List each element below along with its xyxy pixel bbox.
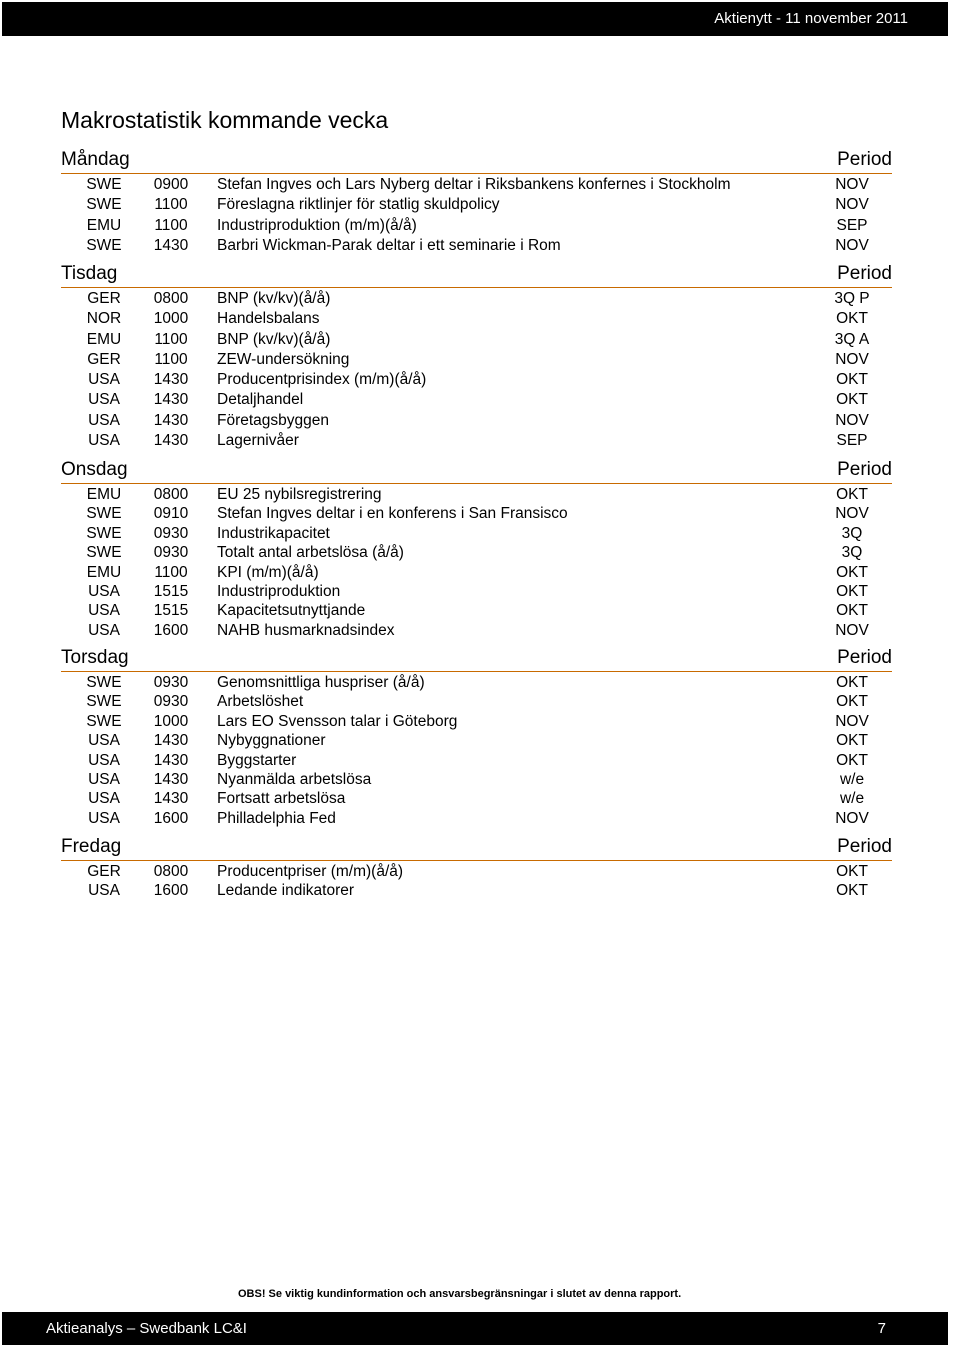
period-cell: OKT	[836, 674, 868, 691]
time-cell: 0910	[153, 505, 189, 523]
table-row	[61, 329, 892, 349]
event-cell: Nyanmälda arbetslösa	[217, 770, 372, 788]
event-cell: Lagernivåer	[217, 432, 299, 450]
event-cell: Byggstarter	[217, 751, 297, 769]
period-cell: OKT	[836, 863, 868, 880]
table-row	[61, 288, 892, 308]
day-header	[61, 146, 892, 174]
time-cell: 0900	[153, 176, 189, 193]
day-header	[61, 456, 892, 484]
day-name: Tisdag	[61, 263, 118, 284]
country-cell: USA	[88, 432, 120, 450]
table-row	[61, 389, 892, 409]
day-name: Torsdag	[61, 647, 129, 668]
table-row	[61, 194, 892, 214]
time-cell: 1430	[153, 371, 189, 389]
table-row	[61, 711, 892, 730]
table-row	[61, 600, 892, 619]
country-cell: USA	[88, 882, 120, 900]
period-cell: OKT	[836, 486, 868, 503]
table-row	[61, 484, 892, 503]
country-cell: USA	[88, 411, 120, 429]
period-cell: OKT	[836, 751, 868, 769]
country-cell: GER	[87, 290, 121, 307]
time-cell: 1515	[153, 582, 189, 600]
period-column-label: Period	[837, 647, 892, 668]
period-cell: 3Q P	[834, 290, 870, 307]
event-cell: Genomsnittliga huspriser (å/å)	[217, 674, 425, 691]
period-cell: OKT	[836, 582, 868, 600]
country-cell: GER	[87, 350, 121, 368]
page-number: 7	[877, 1320, 886, 1337]
table-row	[61, 808, 892, 827]
table-row	[61, 788, 892, 807]
country-cell: SWE	[86, 176, 122, 193]
country-cell: EMU	[86, 330, 122, 348]
country-cell: USA	[88, 770, 120, 788]
period-cell: NOV	[835, 176, 869, 193]
country-cell: USA	[88, 809, 120, 827]
period-cell: 3Q	[841, 524, 863, 542]
time-cell: 1100	[154, 216, 188, 234]
country-cell: SWE	[86, 524, 122, 542]
time-cell: 1000	[153, 712, 189, 730]
time-cell: 1100	[154, 196, 188, 214]
country-cell: USA	[88, 391, 120, 409]
day-section	[61, 456, 892, 639]
period-cell: NOV	[835, 621, 869, 639]
table-row	[61, 410, 892, 430]
day-section	[61, 833, 892, 900]
event-cell: Kapacitetsutnyttjande	[217, 602, 366, 620]
period-cell: OKT	[836, 693, 868, 711]
event-cell: Industriproduktion	[217, 582, 341, 600]
event-cell: Barbri Wickman-Parak deltar i ett seminarie i Rom	[217, 236, 561, 254]
country-cell: SWE	[86, 674, 122, 691]
time-cell: 1100	[154, 330, 188, 348]
time-cell: 1100	[154, 350, 188, 368]
time-cell: 0930	[153, 693, 189, 711]
period-cell: NOV	[835, 350, 869, 368]
period-cell: NOV	[835, 712, 869, 730]
table-row	[61, 174, 892, 194]
page-title: Makrostatistik kommande vecka	[61, 107, 389, 133]
footer-publisher: Aktieanalys – Swedbank LC&I	[46, 1320, 247, 1337]
country-cell: SWE	[86, 712, 122, 730]
time-cell: 0800	[153, 863, 189, 880]
country-cell: USA	[88, 602, 120, 620]
table-row	[61, 542, 892, 561]
period-cell: OKT	[836, 882, 868, 900]
country-cell: SWE	[86, 544, 122, 562]
country-cell: USA	[88, 790, 120, 808]
event-cell: Nybyggnationer	[217, 732, 326, 750]
time-cell: 1430	[153, 391, 189, 409]
time-cell: 1430	[153, 790, 189, 808]
event-cell: Industrikapacitet	[217, 524, 330, 542]
time-cell: 1430	[153, 236, 189, 254]
table-row	[61, 691, 892, 710]
table-row	[61, 750, 892, 769]
country-cell: USA	[88, 582, 120, 600]
time-cell: 1100	[154, 563, 188, 581]
country-cell: EMU	[86, 563, 122, 581]
table-row	[61, 235, 892, 255]
country-cell: USA	[88, 751, 120, 769]
event-cell: Industriproduktion (m/m)(å/å)	[217, 216, 417, 234]
period-cell: NOV	[835, 505, 869, 523]
day-header	[61, 833, 892, 861]
event-cell: KPI (m/m)(å/å)	[217, 563, 319, 581]
period-column-label: Period	[837, 836, 892, 857]
period-cell: NOV	[835, 236, 869, 254]
event-cell: Fortsatt arbetslösa	[217, 790, 346, 808]
time-cell: 1430	[153, 432, 189, 450]
time-cell: 1600	[153, 882, 189, 900]
time-cell: 1515	[153, 602, 189, 620]
time-cell: 1430	[153, 770, 189, 788]
period-cell: SEP	[836, 216, 868, 234]
table-row	[61, 369, 892, 389]
time-cell: 0930	[153, 524, 189, 542]
day-section	[61, 644, 892, 827]
period-cell: OKT	[836, 371, 868, 389]
event-cell: Företagsbyggen	[217, 411, 330, 429]
country-cell: SWE	[86, 236, 122, 254]
table-row	[61, 880, 892, 899]
event-cell: Producentpriser (m/m)(å/å)	[217, 863, 404, 880]
event-cell: Lars EO Svensson talar i Göteborg	[217, 712, 458, 730]
time-cell: 1430	[153, 732, 189, 750]
day-name: Fredag	[61, 836, 122, 857]
event-cell: Philladelphia Fed	[217, 809, 336, 827]
period-cell: OKT	[836, 602, 868, 620]
header-bar	[2, 2, 948, 36]
day-header	[61, 260, 892, 288]
period-cell: w/e	[839, 770, 865, 788]
time-cell: 1430	[153, 411, 189, 429]
event-cell: Stefan Ingves deltar i en konferens i San Fransisco	[217, 505, 568, 523]
period-cell: 3Q	[841, 544, 863, 562]
period-cell: SEP	[836, 432, 868, 450]
table-row	[61, 308, 892, 328]
country-cell: USA	[88, 371, 120, 389]
event-cell: Handelsbalans	[217, 310, 320, 328]
event-cell: ZEW-undersökning	[217, 350, 350, 368]
period-cell: OKT	[836, 563, 868, 581]
period-cell: NOV	[835, 196, 869, 214]
time-cell: 1000	[153, 310, 189, 328]
country-cell: SWE	[86, 196, 122, 214]
country-cell: GER	[87, 863, 121, 880]
table-row	[61, 672, 892, 691]
period-cell: OKT	[836, 732, 868, 750]
event-cell: BNP (kv/kv)(å/å)	[217, 290, 331, 307]
event-cell: BNP (kv/kv)(å/å)	[217, 330, 331, 348]
table-row	[61, 503, 892, 522]
day-section	[61, 260, 892, 450]
country-cell: USA	[88, 732, 120, 750]
event-cell: Stefan Ingves och Lars Nyberg deltar i Riksbankens konfernes i Stockholm	[217, 176, 731, 193]
period-column-label: Period	[837, 149, 892, 170]
time-cell: 1600	[153, 621, 189, 639]
table-row	[61, 430, 892, 450]
country-cell: EMU	[86, 486, 122, 503]
period-cell: OKT	[836, 310, 868, 328]
country-cell: NOR	[86, 310, 122, 328]
table-row	[61, 730, 892, 749]
period-column-label: Period	[837, 459, 892, 480]
event-cell: Föreslagna riktlinjer för statlig skuldpolicy	[217, 196, 500, 214]
country-cell: SWE	[86, 505, 122, 523]
period-column-label: Period	[837, 263, 892, 284]
time-cell: 0930	[153, 544, 189, 562]
table-row	[61, 523, 892, 542]
event-cell: Arbetslöshet	[217, 693, 304, 711]
country-cell: SWE	[86, 693, 122, 711]
table-row	[61, 769, 892, 788]
table-row	[61, 562, 892, 581]
event-cell: Totalt antal arbetslösa (å/å)	[217, 544, 404, 562]
time-cell: 0930	[153, 674, 189, 691]
table-row	[61, 861, 892, 880]
event-cell: Detaljhandel	[217, 391, 304, 409]
table-row	[61, 349, 892, 369]
event-cell: NAHB husmarknadsindex	[217, 621, 395, 639]
event-cell: EU 25 nybilsregistrering	[217, 486, 382, 503]
day-header	[61, 644, 892, 672]
table-row	[61, 215, 892, 235]
period-cell: NOV	[835, 411, 869, 429]
table-row	[61, 581, 892, 600]
period-cell: NOV	[835, 809, 869, 827]
period-cell: w/e	[839, 790, 865, 808]
day-name: Onsdag	[61, 459, 128, 480]
day-name: Måndag	[61, 149, 130, 170]
table-row	[61, 620, 892, 639]
footer-bar	[2, 1312, 948, 1345]
country-cell: EMU	[86, 216, 122, 234]
day-section	[61, 146, 892, 255]
time-cell: 0800	[153, 486, 189, 503]
period-cell: 3Q A	[834, 330, 870, 348]
period-cell: OKT	[836, 391, 868, 409]
event-cell: Ledande indikatorer	[217, 882, 355, 900]
event-cell: Producentprisindex (m/m)(å/å)	[217, 371, 427, 389]
time-cell: 1600	[153, 809, 189, 827]
time-cell: 0800	[153, 290, 189, 307]
country-cell: USA	[88, 621, 120, 639]
header-date-text: Aktienytt - 11 november 2011	[714, 10, 908, 27]
time-cell: 1430	[153, 751, 189, 769]
obs-note: OBS! Se viktig kundinformation och ansvarsbegränsningar i slutet av denna rapport.	[238, 1288, 682, 1300]
